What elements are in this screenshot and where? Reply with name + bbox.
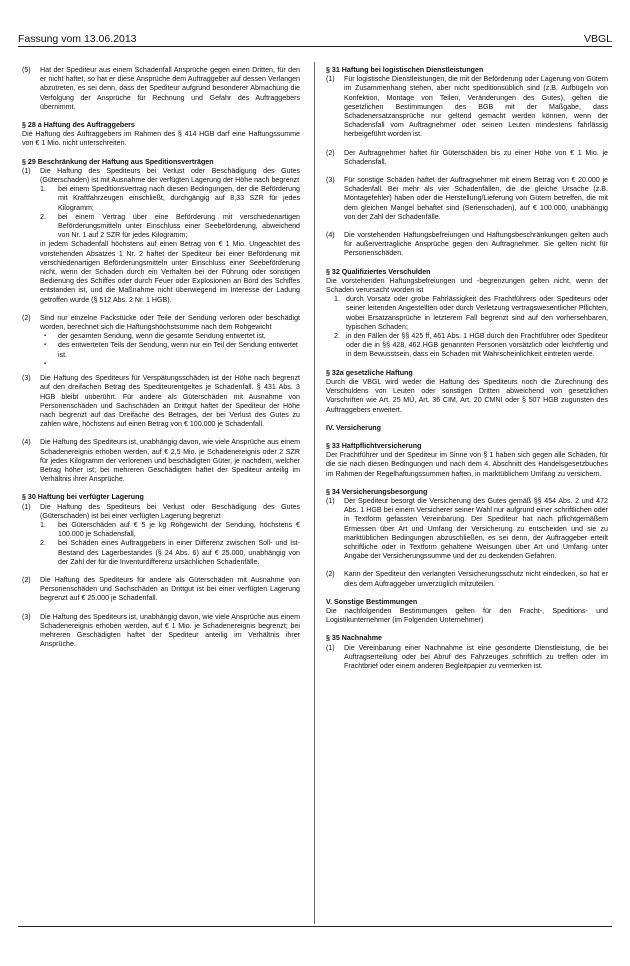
paragraph-30-2 (22, 576, 300, 604)
document-version-date: Fassung vom 13.06.2013 (18, 33, 137, 45)
paragraph-text: Die vorstehenden Haftungsbefreiungen und Haftungsbeschränkungen gelten auch für außervertragliche Ansprüche gegen den Auftragnehmer. Sie gelten nicht für Personenschäden. (344, 231, 608, 258)
column-divider (314, 62, 315, 924)
section-intro-32: Die vorstehenden Haftungsbefreiungen und -begrenzungen gelten nicht, wenn der Schaden verursacht worden ist (326, 276, 608, 295)
bullet-item (44, 341, 300, 359)
paragraph-text: Die Haftung des Spediteurs ist, unabhängig davon, wie viele Ansprüche aus einem Schadenereignis erhoben werden, auf € 2,5 Mio. je Schadenereignis oder 2 SZR für jedes Kilogramm der verlorenen und beschädigten Güter, je nachdem, welcher Betrag höher ist; bei mehreren Geschädigten haftet der Spediteur anteilig im Verhältnis ihrer Ansprüche. (40, 438, 300, 484)
section-heading-32: § 32 Qualifiziertes Verschulden (326, 267, 431, 276)
list-text: in den Fällen der §§ 425 ff, 461 Abs. 1 HGB durch den Frachtführer oder Spediteur oder die in §§ 428, 462 HGB genannten Personen vorsätzlich oder leichtfertig und in dem Bewusstsein, dass ein Schaden mit Wahrscheinlichkeit eintreten werde. (346, 332, 608, 359)
paragraph-31-2 (326, 149, 608, 167)
paragraph-number: (4) (326, 231, 335, 240)
paragraph-34-2 (326, 570, 608, 588)
section-heading-34: § 34 Versicherungsbesorgung (326, 487, 428, 496)
bullet-text (58, 360, 300, 369)
paragraph-text: Kann der Spediteur den verlangten Versicherungsschutz nicht eindecken, so hat er dies dem Auftraggeber unverzüglich mitzuteilen. (344, 570, 608, 588)
list-number: 1. (334, 295, 340, 304)
list-number: 2. (40, 539, 46, 548)
paragraph-31-1 (326, 75, 608, 139)
left-column (22, 66, 300, 658)
list-text: bei einem Vertrag über eine Beförderung mit verschiedenartigen Beförderungsmitteln unter Einschluss einer Seebeförderung, abweichend von Nr. 1 auf 2 SZR für jedes Kilogramm; (58, 212, 300, 240)
section-text-32a: Durch die VBGL wird weder die Haftung des Spediteurs noch die Zurechnung des Verschuldens von Leuten oder sonstigen Dritten abweichend von gesetzlichen Vorschriften wie Art. 25 MÜ, Art. 36 CIM, Art. 20 CMNI oder § 507 HGB zugunsten des Auftraggebers erweitert. (326, 377, 608, 414)
bullet-item (44, 332, 300, 341)
paragraph-text: Die Vereinbarung einer Nachnahme ist eine gesonderte Dienstleistung, die bei Auftragserteilung oder bei Abruf des Fahrzeuges schriftlich zu treffen oder im Frachtbrief oder einem anderen Begleitpapier zu vermerken ist. (344, 643, 608, 670)
bullet-icon: ▪ (44, 333, 47, 340)
bullet-text: des entwerteten Teils der Sendung, wenn nur ein Teil der Sendung entwertet ist. (58, 341, 298, 359)
list-text: bei Schäden eines Auftraggebers in einer Differenz zwischen Soll- und Ist-Bestand des Lagerbestandes (§ 24 Abs. 6) auf € 25.000, unabhängig von der Zahl der für die Inventurdifferenz ursächlichen Schadenfälle. (58, 539, 300, 566)
paragraph-number: (3) (326, 176, 335, 185)
paragraph-29-4 (22, 438, 300, 484)
paragraph-text: Hat der Spediteur aus einem Schadenfall Ansprüche gegen einen Dritten, für den er nicht haftet, so hat er diese Ansprüche dem Auftraggeber auf dessen Verlangen abzutreten, es sei denn, dass der Spediteur aufgrund besonderer Abmachung die Verfolgung der Ansprüche für Rechnung und Gefahr des Auftraggebers übernimmt. (40, 66, 300, 111)
list-number: 2. (40, 212, 46, 221)
paragraph-29-2 (22, 314, 300, 332)
paragraph-number: (1) (22, 166, 31, 175)
paragraph-number: (1) (326, 643, 335, 652)
section-heading-35: § 35 Nachnahme (326, 634, 382, 643)
paragraph-34-1 (326, 497, 608, 561)
part-text-v: Die nachfolgenden Bestimmungen gelten für den Fracht-, Speditions- und Logistikunternehmer (im Folgenden Unternehmer) (326, 606, 608, 625)
paragraph-text: Die Haftung des Spediteurs bei Verlust oder Beschädigung des Gutes (Güterschaden) ist mit Ausnahme der verfügten Lagerung der Höhe nach begrenzt (40, 166, 300, 185)
paragraph-29-1 (22, 167, 300, 185)
section-heading-33: § 33 Haftpflichtversicherung (326, 441, 422, 450)
footer-rule (18, 926, 612, 927)
list-item (334, 295, 608, 332)
paragraph-text: Sind nur einzelne Packstücke oder Teile der Sendung verloren oder beschädigt worden, berechnet sich die Haftungshöchstsumme nach dem Rohgewicht (40, 313, 300, 332)
paragraph-number: (2) (22, 575, 31, 584)
list-number: 1. (40, 520, 46, 529)
section-heading-28a: § 28 a Haftung des Auftraggebers (22, 121, 135, 130)
bullet-icon: ▪ (44, 360, 47, 367)
paragraph-continuation: in jedem Schadenfall höchstens auf einen Betrag von € 1 Mio. Ungeachtet des vorstehenden Absatzes 1 Nr. 2 haftet der Spediteur bei einer Beförderung mit verschiedenartigen Beförderungsmitteln unter Einschluss einer Seebeförderung nicht, wenn der Schaden durch ein Verhalten bei der Führung oder sonstigen Bedienung des Schiffes oder durch Feuer oder Explosionen an Bord des Schiffes entstanden ist, und die Maßnahme nicht überwiegend im Interesse der Ladung getroffen wurde (§ 512 Abs. 2 Nr. 1 HGB). (40, 240, 300, 304)
list-number: 1. (40, 185, 46, 194)
paragraph-35-1 (326, 644, 608, 672)
paragraph-text: Die Haftung des Spediteurs ist, unabhängig davon, wie viele Ansprüche aus einem Schadenereignis erhoben werden, auf € 1 Mio. je Schadenereignis begrenzt; bei mehreren Geschädigten haftet der Spediteur anteilig im Verhältnis ihrer Ansprüche. (40, 612, 300, 649)
list-item (40, 539, 300, 567)
list-text: bei Güterschäden auf € 5 je kg Rohgewicht der Sendung, höchstens € 100.000 je Schadensfall, (58, 520, 300, 539)
paragraph-number: (2) (22, 313, 31, 322)
paragraph-30-3 (22, 613, 300, 650)
section-heading-30: § 30 Haftung bei verfügter Lagerung (22, 493, 144, 502)
paragraph-number: (5) (22, 66, 31, 74)
section-heading-29: § 29 Beschränkung der Haftung aus Speditionsverträgen (22, 157, 214, 166)
paragraph-31-4 (326, 231, 608, 259)
paragraph-text: Der Auftragnehmer haftet für Güterschäden bis zu einer Höhe von € 1 Mio. je Schadensfall. (344, 148, 608, 166)
right-column (326, 66, 608, 680)
section-heading-31: § 31 Haftung bei logistischen Dienstleistungen (326, 66, 484, 74)
paragraph-text: Die Haftung des Spediteurs bei Verlust oder Beschädigung des Gutes (Güterschaden) ist bei einer verfügten Lagerung begrenzt (40, 502, 300, 520)
page-header (18, 27, 612, 45)
bullet-icon: ▪ (44, 342, 47, 349)
header-rule (18, 46, 612, 47)
paragraph-number: (1) (326, 75, 335, 84)
paragraph-number: (3) (22, 612, 31, 621)
paragraph-number: (1) (326, 496, 335, 505)
part-heading-iv: IV. Versicherung (326, 423, 381, 432)
list-item (334, 332, 608, 360)
list-text: bei einem Speditionsvertrag nach diesen Bedingungen, der die Beförderung mit Kraftfahrzeugen einschließt, durchgängig auf 8,33 SZR für jedes Kilogramm; (58, 185, 300, 212)
list-item (40, 521, 300, 539)
paragraph-number: (4) (22, 438, 31, 447)
section-text-28a: Die Haftung des Auftraggebers im Rahmen des § 414 HGB darf eine Haftungssumme von € 1 Mio. nicht unterschreiten. (22, 130, 300, 148)
paragraph-text: Die Haftung des Spediteurs für Verspätungsschäden ist der Höhe nach begrenzt auf den dreifachen Betrag des Spediteurentgeltes je Schadenfall. § 431 Abs. 3 HGB bleibt unberührt. Für andere als Güterschäden mit Ausnahme von Personenschäden und Sachschäden an Drittgut haftet der Spediteur der Höhe nach begrenzt auf das Dreifache des Betrages, der bei Verlust des Gutes zu zahlen wäre, höchstens auf einen Betrag von € 100.000 je Schadenfall. (40, 374, 300, 429)
list-item (40, 213, 300, 241)
section-text-33: Der Frachtführer und der Spediteur im Sinne von § 1 haben sich gegen alle Schäden, für die sie nach diesen Bedingungen und nach dem 4. Abschnitt des Handelsgesetzbuches im Rahmen der Regelhaftungssummen haften, in marktüblichem Umfang zu versichern. (326, 451, 608, 478)
paragraph-text: Der Spediteur besorgt die Versicherung des Gutes gemäß §§ 454 Abs. 2 und 472 Abs. 1 HGB bei einem Versicherer seiner Wahl nur aufgrund einer schriftlichen oder in Textform gefassten Vereinbarung. Der Spediteur hat nach pflichtgemäßem Ermessen über Art und Umfang der Versicherung zu entscheiden und sie zu marktüblichen Bedingungen abzuschließen, es sei denn, der Auftraggeber erteilt schriftliche oder in Textform gehaltene Weisungen über Art und Umfang unter Angabe der Versicherungssumme und der zu deckenden Gefahren. (344, 496, 608, 561)
paragraph-text: Für sonstige Schäden haftet der Auftragnehmer mit einem Betrag von € 20.000 je Schadenfall. Bei mehr als vier Schadenfällen, die die gleiche Ursache (z.B. Montagefehler) haben oder die Herstellung/Lieferung von Gütern betreffen, die mit dem gleichen Mangel behaftet sind (Serienschaden), auf € 100.000, unabhängig von der Zahl der Schadenfälle. (344, 176, 608, 221)
paragraph-31-3 (326, 176, 608, 222)
paragraph-text: Die Haftung des Spediteurs für andere als Güterschäden mit Ausnahme von Personenschäden und Sachschäden an Drittgut ist bei einer verfügten Lagerung begrenzt auf € 25.000 je Schadenfall. (40, 575, 300, 603)
part-heading-v: V. Sonstige Bestimmungen (326, 597, 418, 606)
paragraph-5 (22, 66, 300, 112)
document-abbreviation: VBGL (583, 33, 612, 45)
list-item (40, 185, 300, 213)
paragraph-29-3 (22, 374, 300, 429)
bullet-text: der gesamten Sendung, wenn die gesamte Sendung entwertet ist, (58, 332, 266, 341)
bullet-item (44, 360, 300, 369)
paragraph-number: (2) (326, 148, 335, 157)
paragraph-30-1 (22, 503, 300, 521)
list-text: durch Vorsatz oder grobe Fahrlässigkeit des Frachtführers oder Spediteurs oder seiner leitenden Angestellten oder durch Verletzung vertragswesentlicher Pflichten, wobei Ersatzansprüche in letzterem Fall begrenzt sind auf den vorhersehbaren, typischen Schaden; (346, 295, 608, 331)
paragraph-number: (2) (326, 570, 335, 579)
paragraph-text: Für logistische Dienstleistungen, die mit der Beförderung oder Lagerung von Gütern im Zusammenhang stehen, aber nicht speditionsüblich sind (z.B. Aufbügeln von Konfektion, Montage von Teilen, Veränderungen des Gutes), gelten die gesetzlichen Bestimmungen des BGB mit der Maßgabe, dass Schadenersatzansprüche nur geltend gemacht werden können, wenn der Schadensfall vom Auftragnehmer oder seinen Leuten mindestens fahrlässig herbeigeführt worden ist. (344, 75, 608, 139)
list-number: 2. (334, 332, 340, 341)
paragraph-number: (3) (22, 374, 31, 383)
section-heading-32a: § 32a gesetzliche Haftung (326, 368, 413, 377)
paragraph-number: (1) (22, 502, 31, 511)
